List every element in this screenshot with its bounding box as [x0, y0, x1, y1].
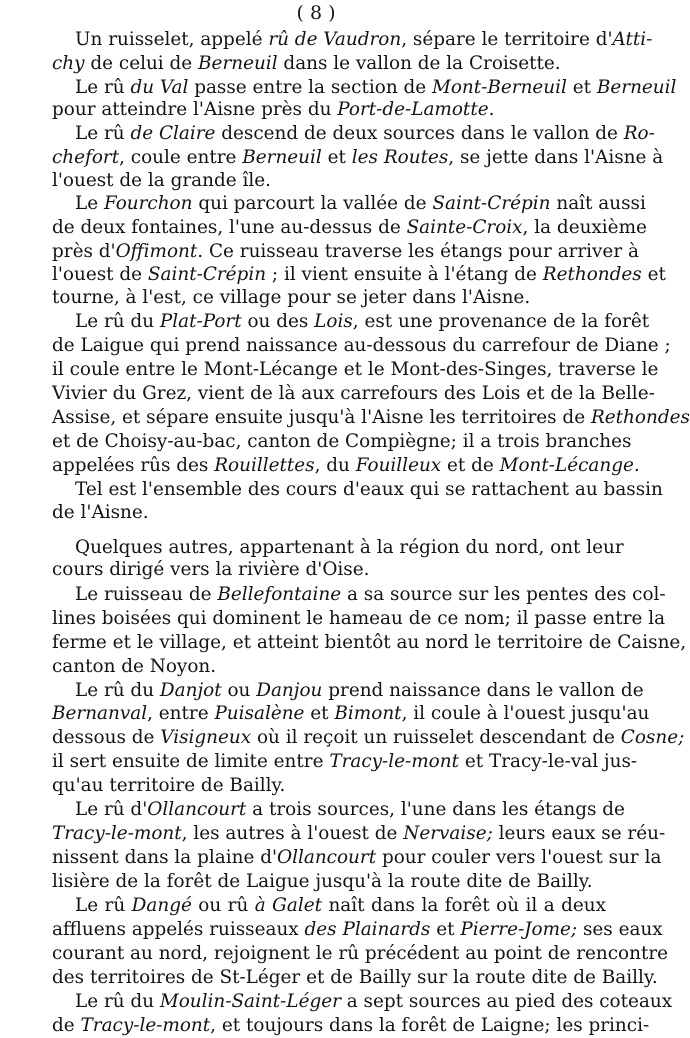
- text-run: pour couler vers l'ouest sur la: [376, 847, 662, 868]
- text-run: Le rû: [75, 123, 131, 144]
- italic-text: Bellefontaine: [217, 584, 342, 605]
- italic-text: Port-de-Lamotte.: [337, 99, 495, 120]
- page-number: ( 8 ): [296, 2, 336, 24]
- italic-text: Rouillettes: [214, 455, 315, 476]
- italic-text: Pierre-Jome;: [460, 919, 578, 940]
- italic-text: Offimont: [115, 241, 198, 262]
- text-line: [52, 358, 659, 382]
- italic-text: chefort: [52, 147, 120, 168]
- text-line: [52, 942, 669, 966]
- italic-text: Tracy-le-mont: [80, 1015, 211, 1036]
- text-run: Le rû: [75, 77, 131, 98]
- text-line: [52, 702, 650, 726]
- text-line: [52, 240, 639, 264]
- text-run: et de: [441, 455, 500, 476]
- italic-text: chy: [52, 53, 85, 74]
- text-run: , il coule à l'ouest jusqu'au: [401, 703, 650, 724]
- text-line: [52, 98, 606, 122]
- text-run: , et toujours dans la forêt de Laigne; les princi-: [210, 1015, 650, 1036]
- text-run: , coule entre: [119, 147, 243, 168]
- text-run: , du: [314, 455, 356, 476]
- italic-text: Berneuil: [198, 53, 278, 74]
- italic-text: Dangé: [131, 895, 192, 916]
- text-line: [52, 558, 606, 582]
- text-run: de celui de: [84, 53, 199, 74]
- text-run: et: [641, 264, 666, 285]
- italic-text: Mont-Lécange.: [499, 455, 640, 476]
- italic-text: Cosne;: [620, 727, 685, 748]
- italic-text: Visigneux: [160, 727, 252, 748]
- text-run: cours dirigé vers la rivière d'Oise.: [52, 559, 370, 580]
- italic-text: Saint-Crépin: [147, 264, 267, 285]
- text-line: [52, 726, 685, 750]
- italic-text: des Plainards: [304, 919, 431, 940]
- italic-text: de Claire: [130, 123, 216, 144]
- text-line: [75, 478, 663, 502]
- text-line: [52, 146, 664, 170]
- text-run: de: [52, 1015, 81, 1036]
- text-run: ferme et le village, et atteint bientôt au nord le territoire de Caisne,: [52, 632, 687, 653]
- text-run: ; il vient ensuite à l'étang de: [266, 264, 543, 285]
- text-run: et de Choisy-au-bac, canton de Compiègne; il a trois branches: [52, 431, 632, 452]
- italic-text: Rethondes: [590, 407, 690, 428]
- italic-text: du Val: [130, 77, 189, 98]
- text-line: [52, 52, 606, 76]
- italic-text: Mont-Berneuil: [432, 77, 567, 98]
- italic-text: Ollancourt: [277, 847, 377, 868]
- text-line: [52, 774, 606, 798]
- italic-text: Sainte-Croix: [406, 217, 523, 238]
- text-line: [52, 216, 647, 240]
- text-run: qui parcourt la vallée de: [192, 193, 433, 214]
- text-line: [75, 990, 673, 1014]
- text-run: Vivier du Grez, vient de là aux carrefours des Lois et de la Belle-: [52, 383, 655, 404]
- text-run: il sert ensuite de limite entre: [52, 751, 330, 772]
- text-run: de deux fontaines, l'une au-dessus de: [52, 217, 407, 238]
- text-run: l'ouest de: [52, 264, 148, 285]
- text-run: , la deuxième: [522, 217, 647, 238]
- text-run: dans le vallon de la Croisette.: [277, 53, 561, 74]
- text-run: où il reçoit un ruisselet descendant de: [251, 727, 621, 748]
- text-run: , se jette dans l'Aisne à: [448, 147, 664, 168]
- text-run: Le rû du: [75, 311, 160, 332]
- text-line: [75, 192, 646, 216]
- text-line: [52, 406, 690, 430]
- text-run: dessous de: [52, 727, 161, 748]
- text-run: affluens appelés ruisseaux: [52, 919, 305, 940]
- text-run: canton de Noyon.: [52, 656, 217, 677]
- italic-text: Nervaise;: [403, 823, 493, 844]
- text-run: Tel est l'ensemble des cours d'eaux qui se rattachent au bassin: [75, 479, 663, 500]
- text-run: appelées rûs des: [52, 455, 215, 476]
- text-line: [52, 430, 632, 454]
- text-run: a trois sources, l'une dans les étangs de: [246, 799, 625, 820]
- text-run: lisière de la forêt de Laigue jusqu'à la route dite de Bailly.: [52, 871, 593, 892]
- text-line: [75, 583, 666, 607]
- text-line: [52, 870, 606, 894]
- text-line: [52, 918, 663, 942]
- text-run: . Ce ruisseau traverse les étangs pour arriver à: [197, 241, 639, 262]
- text-line: [75, 894, 606, 918]
- italic-text: Saint-Crépin: [432, 193, 551, 214]
- text-run: qu'au territoire de Bailly.: [52, 775, 286, 796]
- text-run: Assise, et sépare ensuite jusqu'à l'Aisne les territoires de: [52, 407, 591, 428]
- text-run: de l'Aisne.: [52, 502, 149, 523]
- italic-text: Ro-: [623, 123, 655, 144]
- text-run: Quelques autres, appartenant à la région du nord, ont leur: [75, 537, 624, 558]
- italic-text: Lois: [314, 311, 353, 332]
- text-line: [52, 966, 658, 990]
- text-run: passe entre la section de: [188, 77, 433, 98]
- text-line: [75, 679, 644, 703]
- text-run: , les autres à l'ouest de: [181, 823, 404, 844]
- text-line: [52, 454, 640, 478]
- text-run: des territoires de St-Léger et de Bailly sur la route dite de Bailly.: [52, 967, 658, 988]
- italic-text: Bimont: [334, 703, 402, 724]
- italic-text: Berneuil: [242, 147, 322, 168]
- italic-text: Danjou: [256, 680, 323, 701]
- text-line: [75, 28, 653, 52]
- text-run: ou des: [241, 311, 315, 332]
- text-run: prend naissance dans le vallon de: [322, 680, 644, 701]
- italic-text: Tracy-le-mont: [52, 823, 182, 844]
- text-run: tourne, à l'est, ce village pour se jeter dans l'Aisne.: [52, 287, 531, 308]
- italic-text: Atti-: [612, 29, 653, 50]
- text-line: [52, 382, 655, 406]
- text-line: [75, 798, 625, 822]
- italic-text: Plat-Port: [159, 311, 242, 332]
- text-run: descend de deux sources dans le vallon de: [215, 123, 624, 144]
- text-run: Un ruisselet, appelé: [75, 29, 269, 50]
- text-line: [52, 169, 606, 193]
- italic-text: rû de Vaudron: [268, 29, 402, 50]
- text-run: lines boisées qui dominent le hameau de ce nom; il passe entre la: [52, 608, 666, 629]
- text-run: l'ouest de la grande île.: [52, 170, 271, 191]
- italic-text: Bernanval: [52, 703, 148, 724]
- text-run: , entre: [147, 703, 215, 724]
- text-run: Le: [75, 193, 104, 214]
- text-run: et: [566, 77, 597, 98]
- italic-text: à Galet: [254, 895, 322, 916]
- text-line: [52, 286, 606, 310]
- italic-text: Fourchon: [103, 193, 193, 214]
- text-run: il coule entre le Mont-Lécange et le Mont-des-Singes, traverse le: [52, 359, 659, 380]
- text-line: [75, 310, 650, 334]
- text-line: [52, 501, 606, 525]
- text-run: pour atteindre l'Aisne près du: [52, 99, 338, 120]
- text-run: ses eaux: [577, 919, 663, 940]
- italic-text: Rethondes: [542, 264, 642, 285]
- italic-text: Moulin-Saint-Léger: [159, 991, 341, 1012]
- text-run: a sept sources au pied des coteaux: [340, 991, 673, 1012]
- text-run: et: [430, 919, 461, 940]
- italic-text: Puisalène: [214, 703, 305, 724]
- text-run: courant au nord, rejoignent le rû précédent au point de rencontre: [52, 943, 669, 964]
- italic-text: Fouilleux: [355, 455, 442, 476]
- text-run: et: [304, 703, 335, 724]
- text-run: et: [321, 147, 352, 168]
- text-run: de Laigue qui prend naissance au-dessous du carrefour de Diane ;: [52, 335, 671, 356]
- text-run: a sa source sur les pentes des col-: [341, 584, 666, 605]
- text-line: [52, 846, 662, 870]
- text-run: ou rû: [191, 895, 255, 916]
- text-run: , sépare le territoire d': [401, 29, 613, 50]
- italic-text: les Routes: [351, 147, 449, 168]
- text-line: [52, 334, 671, 358]
- text-run: Le rû du: [75, 680, 160, 701]
- italic-text: Berneuil: [596, 77, 677, 98]
- text-line: [52, 1014, 650, 1038]
- text-run: Le ruisseau de: [75, 584, 218, 605]
- text-run: Le rû du: [75, 991, 160, 1012]
- text-run: naît dans la forêt où il a deux: [322, 895, 606, 916]
- italic-text: Ollancourt: [147, 799, 247, 820]
- text-run: et Tracy-le-val jus-: [458, 751, 638, 772]
- text-run: Le rû: [75, 895, 132, 916]
- text-line: [52, 822, 666, 846]
- text-line: [52, 750, 638, 774]
- text-line: [75, 536, 624, 560]
- text-run: ou: [221, 680, 257, 701]
- text-line: [52, 607, 666, 631]
- text-line: [52, 631, 687, 655]
- text-run: leurs eaux se réu-: [492, 823, 666, 844]
- text-run: naît aussi: [550, 193, 646, 214]
- text-run: Le rû d': [75, 799, 148, 820]
- text-run: , est une provenance de la forêt: [352, 311, 650, 332]
- italic-text: Danjot: [159, 680, 222, 701]
- text-line: [75, 76, 677, 100]
- text-line: [75, 122, 655, 146]
- text-line: [52, 655, 606, 679]
- text-run: près d': [52, 241, 116, 262]
- italic-text: Tracy-le-mont: [329, 751, 459, 772]
- text-run: nissent dans la plaine d': [52, 847, 278, 868]
- text-line: [52, 263, 666, 287]
